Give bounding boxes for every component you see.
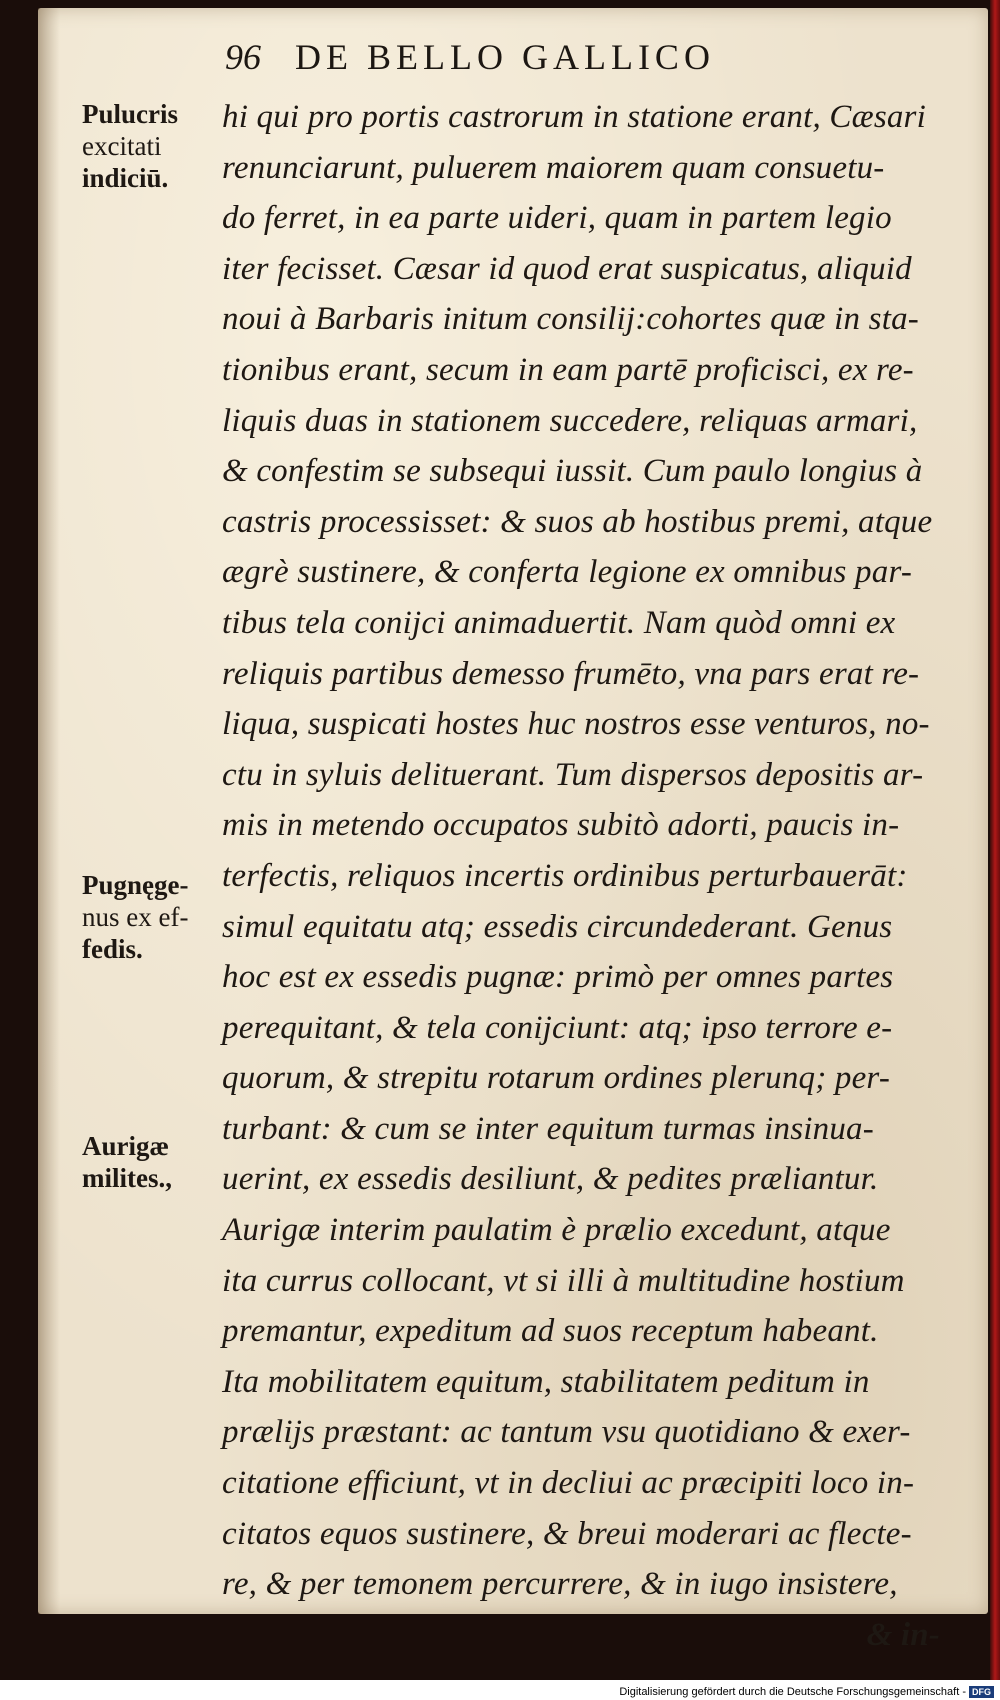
page-header <box>225 36 715 78</box>
margin-note-line: milites., <box>82 1163 172 1193</box>
margin-note-line: excitati <box>82 131 162 161</box>
book-edge <box>990 0 1000 1680</box>
margin-note-charioteers <box>82 1130 172 1194</box>
dfg-logo: DFG <box>969 1686 994 1698</box>
text-line: reliquis partibus demesso frumēto, vna pars erat re- <box>222 655 920 692</box>
text-line: Ita mobilitatem equitum, stabilitatem peditum in <box>222 1363 870 1400</box>
text-line: terfectis, reliquos incertis ordinibus perturbauerāt: <box>222 857 908 894</box>
text-line: & confestim se subsequi iussit. Cum paulo longius à <box>222 453 923 490</box>
text-line: mis in metendo occupatos subitò adorti, paucis in- <box>222 807 900 844</box>
margin-note-line: indiciū. <box>82 163 169 193</box>
text-line: perequitant, & tela conijciunt: atq; ipso terrore e- <box>222 1009 893 1046</box>
text-line: uerint, ex essedis desiliunt, & pedites præliantur. <box>222 1161 879 1198</box>
margin-note-line: nus ex ef- <box>82 902 189 932</box>
text-line: ita currus collocant, vt si illi à multitudine hostium <box>222 1262 905 1299</box>
text-line: castris processisset: & suos ab hostibus premi, atque <box>222 503 933 540</box>
page-number: 96 <box>225 37 261 77</box>
text-line: prælijs præstant: ac tantum vsu quotidiano & exer- <box>222 1414 911 1451</box>
digitization-credit <box>619 1686 994 1698</box>
text-line: citatione efficiunt, vt in decliui ac præcipiti loco in- <box>222 1465 915 1502</box>
text-line: simul equitatu atq; essedis circundederant. Genus <box>222 908 893 945</box>
text-line: tionibus erant, secum in eam partē proficisci, ex re- <box>222 351 914 388</box>
text-line: renunciarunt, puluerem maiorem quam consuetu- <box>222 149 885 186</box>
text-line: quorum, & strepitu rotarum ordines plerunq; per- <box>222 1060 891 1097</box>
text-line: citatos equos sustinere, & breui moderari ac flecte- <box>222 1515 912 1552</box>
margin-note-chariot-fighting <box>82 869 188 965</box>
margin-note-line: Aurigæ <box>82 1131 169 1161</box>
text-line: liqua, suspicati hostes huc nostros esse venturos, no- <box>222 706 930 743</box>
text-line: noui à Barbaris initum consilij:cohortes quæ in sta- <box>222 301 919 338</box>
margin-note-line: Pugnęge- <box>82 870 189 900</box>
text-line: premantur, expeditum ad suos receptum habeant. <box>222 1313 879 1350</box>
text-line: iter fecisset. Cæsar id quod erat suspicatus, aliquid <box>222 250 912 287</box>
text-line: liquis duas in stationem succedere, reliquas armari, <box>222 402 918 439</box>
text-line: ægrè sustinere, & conferta legione ex omnibus par- <box>222 554 913 591</box>
text-line: tibus tela conijci animaduertit. Nam quòd omni ex <box>222 604 896 641</box>
text-line: hi qui pro portis castrorum in statione erant, Cæsari <box>222 99 926 135</box>
margin-note-dust <box>82 98 178 194</box>
credit-text: Digitalisierung gefördert durch die Deutsche Forschungsgemeinschaft - <box>619 1686 966 1698</box>
body-text <box>222 92 940 1660</box>
margin-note-line: fedis. <box>82 934 143 964</box>
gutter-shadow <box>38 8 60 1614</box>
catchword: & in- <box>866 1616 940 1653</box>
text-line: ctu in syluis delituerant. Tum dispersos depositis ar- <box>222 756 924 793</box>
text-line: do ferret, in ea parte uideri, quam in partem legio <box>222 200 892 237</box>
running-title: DE BELLO GALLICO <box>295 37 715 77</box>
text-line: hoc est ex essedis pugnæ: primò per omnes partes <box>222 959 894 996</box>
text-line: turbant: & cum se inter equitum turmas insinua- <box>222 1110 874 1147</box>
text-line: re, & per temonem percurrere, & in iugo insistere, <box>222 1566 898 1603</box>
margin-note-line: Pulucris <box>82 99 179 129</box>
text-line: Aurigæ interim paulatim è prælio excedunt, atque <box>222 1212 891 1249</box>
